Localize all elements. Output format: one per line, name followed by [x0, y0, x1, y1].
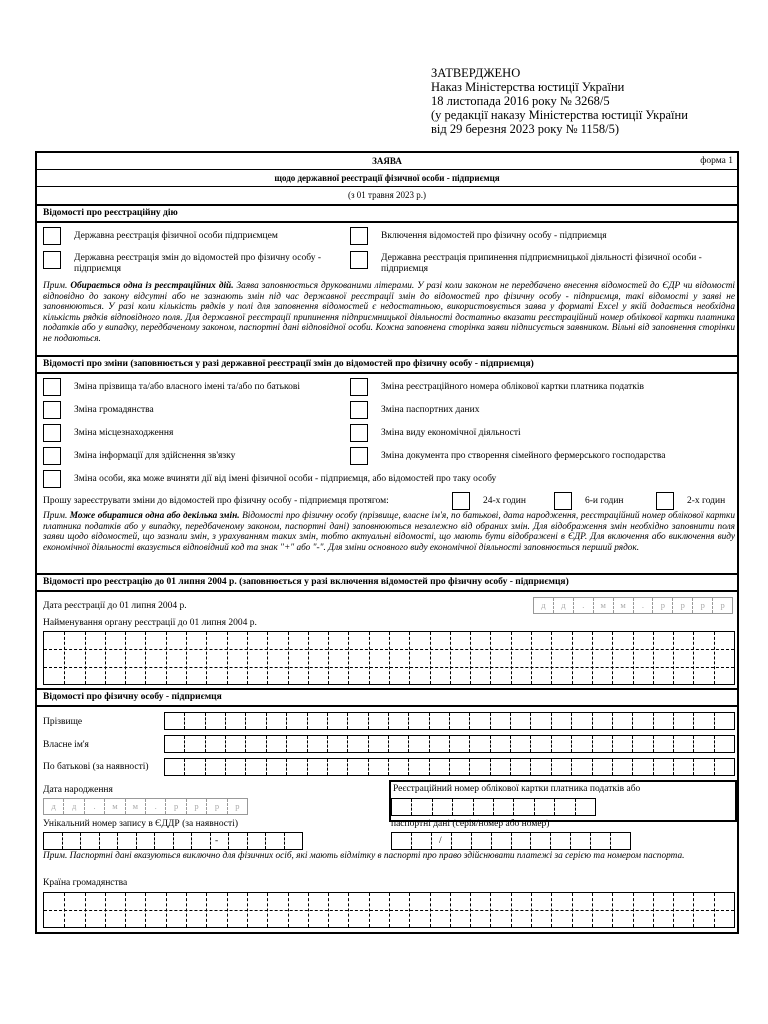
checkbox-change-passport[interactable] [350, 401, 368, 419]
grid-column-line [328, 632, 329, 684]
input-cell[interactable] [633, 759, 653, 775]
input-cell[interactable] [185, 713, 205, 729]
grid-column-line [308, 632, 309, 684]
checkbox-label: Державна реєстрація припинення підприємницької діяльності фізичної особи - підприємця [381, 253, 702, 274]
grid-column-line [531, 632, 532, 684]
approval-stamp [431, 66, 688, 136]
input-cell[interactable] [192, 833, 211, 849]
input-cell[interactable] [654, 759, 674, 775]
date-cell[interactable]: д [554, 598, 574, 613]
input-cell[interactable] [412, 799, 432, 815]
date-cell[interactable]: р [207, 799, 227, 814]
checkbox-label: Державна реєстрація змін до відомостей про фізичну особу - підприємця [74, 253, 322, 274]
input-cell[interactable] [450, 759, 470, 775]
input-cell[interactable] [285, 833, 303, 849]
input-cell[interactable] [694, 736, 714, 752]
input-cell[interactable] [535, 799, 555, 815]
input-cell[interactable] [452, 833, 472, 849]
tax-number-input[interactable] [391, 798, 596, 816]
surname-input[interactable] [164, 712, 735, 730]
input-cell[interactable] [246, 736, 266, 752]
input-cell[interactable] [470, 736, 490, 752]
input-cell[interactable] [348, 759, 368, 775]
checkbox-include-info[interactable] [350, 227, 368, 245]
input-cell[interactable] [494, 799, 514, 815]
input-cell[interactable] [715, 713, 734, 729]
grid-column-line [105, 632, 106, 684]
edddr-label: Унікальний номер запису в ЄДДР (за наявності) [43, 819, 238, 829]
input-cell[interactable] [492, 833, 512, 849]
citizenship-input[interactable] [43, 892, 735, 928]
input-cell[interactable] [654, 713, 674, 729]
grid-column-line [592, 632, 593, 684]
input-cell[interactable] [409, 713, 429, 729]
passport-separator: / [439, 836, 442, 846]
divider [37, 169, 737, 170]
input-cell[interactable] [593, 736, 613, 752]
term-option-label: 2-х годин [687, 496, 726, 506]
checkbox-label: Зміна місцезнаходження [74, 428, 174, 438]
approval-line: Наказ Міністерства юстиції України [431, 80, 625, 94]
input-cell[interactable] [511, 713, 531, 729]
grid-column-line [409, 632, 410, 684]
input-cell[interactable] [369, 759, 389, 775]
checkbox-change-tax-number[interactable] [350, 378, 368, 396]
input-cell[interactable] [118, 833, 137, 849]
approval-line: від 29 березня 2023 року № 1158/5) [431, 122, 620, 136]
checkbox-term-24h[interactable] [452, 492, 470, 510]
date-cell[interactable]: р [673, 598, 693, 613]
input-cell[interactable] [287, 759, 307, 775]
input-cell[interactable] [348, 713, 368, 729]
approval-line: (у редакції наказу Міністерства юстиції України [431, 108, 688, 122]
date-cell[interactable]: м [126, 799, 146, 814]
grid-column-line [551, 632, 552, 684]
checkbox-label: Зміна прізвища та/або власного імені та/або по батькові [74, 382, 301, 392]
input-cell[interactable] [430, 736, 450, 752]
grid-column-line [389, 632, 390, 684]
checkbox-change-representative[interactable] [43, 470, 61, 488]
input-cell[interactable] [287, 736, 307, 752]
input-cell[interactable] [512, 833, 532, 849]
input-cell[interactable] [226, 713, 246, 729]
input-cell[interactable] [552, 736, 572, 752]
checkbox-change-farm-doc[interactable] [350, 447, 368, 465]
form-subtitle: щодо державної реєстрації фізичної особи - підприємця [274, 173, 500, 183]
input-cell[interactable] [308, 736, 328, 752]
birth-date-input[interactable] [43, 798, 248, 815]
grid-column-line [612, 632, 613, 684]
grid-column-line [511, 632, 512, 684]
grid-column-line [247, 632, 248, 684]
grid-column-line [693, 632, 694, 684]
input-cell[interactable] [654, 736, 674, 752]
term-option-label: 24-х годин [483, 496, 526, 506]
input-cell[interactable] [491, 713, 511, 729]
input-cell[interactable] [248, 833, 267, 849]
date-cell[interactable]: м [594, 598, 614, 613]
input-cell[interactable] [491, 759, 511, 775]
patronymic-label: По батькові (за наявності) [43, 762, 149, 772]
input-cell[interactable] [433, 799, 453, 815]
input-cell[interactable] [165, 759, 185, 775]
input-cell[interactable] [348, 736, 368, 752]
checkbox-change-contact[interactable] [43, 447, 61, 465]
birth-date-label: Дата народження [43, 785, 113, 795]
name-input[interactable] [164, 735, 735, 753]
input-cell[interactable] [287, 713, 307, 729]
grid-row-line [44, 910, 734, 911]
edddr-input[interactable] [43, 832, 303, 850]
checkbox-label: Включення відомостей про фізичну особу - підприємця [381, 231, 607, 241]
input-cell[interactable] [470, 713, 490, 729]
input-cell[interactable] [551, 833, 571, 849]
input-cell[interactable] [266, 833, 285, 849]
input-cell[interactable] [389, 736, 409, 752]
grid-row-line [44, 649, 734, 650]
input-cell[interactable] [511, 759, 531, 775]
date-cell[interactable]: д [534, 598, 554, 613]
input-cell[interactable] [206, 736, 226, 752]
changes-note: Прим. Може обиратися одна або декілька змін. Відомості про фізичну особу (прізвище, власне ім'я, по батькові, дата народження, реєстраційний номер облікової картки платника податків або у випадку, передбаченому законом, паспортні дані) заповнюються незалежно від обраних змін. Для відображення змін необхідно заповнити поля заяви щодо відомостей, що зазнали змін, з урахуванням таких змін, тобто актуальні відомості, що мають бути відображені в ЄДР. Для включення або виключення виду економічної діяльності вказується відповідний код та знак "+" або "-". Для зміни основного виду економічної діяльності заповнюється перший рядок. [43, 511, 736, 553]
input-cell[interactable] [389, 759, 409, 775]
input-cell[interactable] [613, 759, 633, 775]
checkbox-change-registration[interactable] [43, 251, 61, 269]
checkbox-individual-registration[interactable] [43, 227, 61, 245]
grid-column-line [673, 632, 674, 684]
date-cell[interactable]: . [146, 799, 166, 814]
grid-column-line [653, 632, 654, 684]
authority-2004-label: Найменування органу реєстрації до 01 липня 2004 р. [43, 618, 257, 628]
date-cell[interactable]: р [653, 598, 673, 613]
date-2004-input[interactable] [533, 597, 733, 614]
input-cell[interactable] [674, 713, 694, 729]
input-cell[interactable] [572, 759, 592, 775]
input-cell[interactable] [226, 736, 246, 752]
input-cell[interactable] [531, 759, 551, 775]
input-cell[interactable] [174, 833, 193, 849]
input-cell[interactable] [593, 759, 613, 775]
term-label: Прошу зареєструвати зміни до відомостей про фізичну особу - підприємця протягом: [43, 496, 389, 506]
input-cell[interactable] [552, 713, 572, 729]
input-cell[interactable] [511, 736, 531, 752]
checkbox-change-name[interactable] [43, 378, 61, 396]
date-cell[interactable]: р [693, 598, 713, 613]
input-cell[interactable] [611, 833, 630, 849]
checkbox-change-location[interactable] [43, 424, 61, 442]
input-cell[interactable] [137, 833, 156, 849]
input-cell[interactable] [308, 759, 328, 775]
citizenship-label: Країна громадянства [43, 878, 128, 888]
input-cell[interactable] [409, 736, 429, 752]
input-cell[interactable] [409, 759, 429, 775]
input-cell[interactable] [185, 736, 205, 752]
input-cell[interactable] [531, 713, 551, 729]
input-cell[interactable] [514, 799, 534, 815]
date-cell[interactable]: д [64, 799, 84, 814]
term-option-label: 6-и годин [585, 496, 624, 506]
input-cell[interactable] [453, 799, 473, 815]
date-cell[interactable]: м [105, 799, 125, 814]
input-cell[interactable] [591, 833, 611, 849]
input-cell[interactable] [572, 736, 592, 752]
grid-column-line [348, 632, 349, 684]
input-cell[interactable] [674, 759, 694, 775]
input-cell[interactable] [470, 759, 490, 775]
input-cell[interactable] [531, 833, 551, 849]
input-cell[interactable] [81, 833, 100, 849]
passport-input[interactable] [391, 832, 631, 850]
input-cell[interactable] [450, 736, 470, 752]
input-cell[interactable] [369, 713, 389, 729]
form-title: ЗАЯВА [372, 156, 402, 166]
grid-row-line [44, 667, 734, 668]
input-cell[interactable] [531, 736, 551, 752]
input-cell[interactable] [267, 736, 287, 752]
input-cell[interactable] [328, 759, 348, 775]
application-form [35, 151, 739, 934]
input-cell[interactable] [430, 759, 450, 775]
edddr-separator: - [215, 836, 219, 846]
date-cell[interactable]: м [614, 598, 634, 613]
input-cell[interactable] [165, 736, 185, 752]
input-cell[interactable] [165, 713, 185, 729]
input-cell[interactable] [593, 713, 613, 729]
action-note: Прим. Обирається одна із реєстраційних дій. Заява заповнюється друкованими літерами. У разі коли законом не передбачено внесення відомостей до ЄДР чи відомості відповідно до закону відсутні або не зазнають змін під час державної реєстрації змін до відомостей про фізичну особу - підприємця, такі відомості у заяві не заповнюються. У разі коли кількість рядків у полі для заповнення відомостей є недостатньою, використовується заява у форматі Excel у якій додається необхідна кількість рядків відповідного поля. Для державної реєстрації припинення підприємницької діяльності достатньо вказати реєстраційний номер облікової картки платника податків або у випадку, передбаченому законом, паспортні дані відповідної особи. Кожна заповнена сторінка заяви підписується заявником. Вільні від заповнення сторінки не подаються. [43, 281, 736, 344]
grid-column-line [186, 632, 187, 684]
approval-title: ЗАТВЕРДЖЕНО [431, 66, 521, 80]
section-title-changes: Відомості про зміни (заповнюється у разі державної реєстрації змін до відомостей про фізичну особу - підприємця) [37, 355, 737, 374]
checkbox-change-activity[interactable] [350, 424, 368, 442]
input-cell[interactable] [328, 713, 348, 729]
input-cell[interactable] [392, 833, 412, 849]
input-cell[interactable] [576, 799, 595, 815]
input-cell[interactable] [328, 736, 348, 752]
checkbox-label: Зміна документа про створення сімейного фермерського господарства [381, 451, 666, 461]
grid-column-line [206, 632, 207, 684]
checkbox-label: Зміна виду економічної діяльності [381, 428, 521, 438]
grid-column-line [288, 632, 289, 684]
grid-column-line [369, 632, 370, 684]
grid-column-line [470, 632, 471, 684]
input-cell[interactable] [552, 759, 572, 775]
date-cell[interactable]: . [634, 598, 654, 613]
checkbox-label: Зміна інформації для здійснення зв'язку [74, 451, 236, 461]
patronymic-input[interactable] [164, 758, 735, 776]
name-label: Власне ім'я [43, 740, 89, 750]
input-cell[interactable] [267, 713, 287, 729]
checkbox-label: Зміна реєстраційного номера облікової картки платника податків [381, 382, 644, 392]
divider [37, 186, 737, 187]
checkbox-label: Державна реєстрація фізичної особи підприємцем [74, 231, 278, 241]
form-date-note: (з 01 травня 2023 р.) [347, 190, 427, 200]
checkbox-term-2h[interactable] [656, 492, 674, 510]
input-cell[interactable] [674, 736, 694, 752]
input-cell[interactable] [633, 736, 653, 752]
input-cell[interactable] [226, 759, 246, 775]
date-cell[interactable]: р [166, 799, 186, 814]
authority-2004-input[interactable] [43, 631, 735, 685]
input-cell[interactable] [229, 833, 248, 849]
grid-column-line [572, 632, 573, 684]
grid-column-line [85, 632, 86, 684]
grid-column-line [450, 632, 451, 684]
checkbox-change-citizenship[interactable] [43, 401, 61, 419]
input-cell[interactable] [44, 833, 63, 849]
checkbox-term-6h[interactable] [554, 492, 572, 510]
input-cell[interactable] [206, 759, 226, 775]
grid-column-line [166, 632, 167, 684]
input-cell[interactable] [246, 713, 266, 729]
checkbox-label: Зміна паспортних даних [381, 405, 480, 415]
grid-column-line [490, 632, 491, 684]
date-cell[interactable]: р [720, 600, 725, 610]
input-cell[interactable] [572, 713, 592, 729]
grid-column-line [633, 632, 634, 684]
grid-column-line [227, 632, 228, 684]
form-number: форма 1 [700, 156, 733, 166]
date-2004-label: Дата реєстрації до 01 липня 2004 р. [43, 601, 187, 611]
section-title-person: Відомості про фізичну особу - підприємця [37, 688, 737, 707]
grid-column-line [714, 632, 715, 684]
input-cell[interactable] [694, 759, 714, 775]
input-cell[interactable] [246, 759, 266, 775]
input-cell[interactable] [206, 713, 226, 729]
grid-column-line [430, 632, 431, 684]
input-cell[interactable] [308, 713, 328, 729]
input-cell[interactable] [472, 833, 492, 849]
date-cell[interactable]: . [574, 598, 594, 613]
input-cell[interactable] [555, 799, 575, 815]
surname-label: Прізвище [43, 717, 83, 727]
grid-column-line [145, 632, 146, 684]
passport-label: паспортні дані (серія/номер або номер) [391, 819, 550, 829]
grid-column-line [125, 632, 126, 684]
passport-note: Прим. Паспортні дані вказуються виключно для фізичних осіб, які мають відмітку в паспорті про право здійснювати платежі за серією та номером паспорта. [43, 851, 685, 861]
input-cell[interactable] [430, 713, 450, 729]
input-cell[interactable] [155, 833, 174, 849]
checkbox-label: Зміна громадянства [74, 405, 154, 415]
input-cell[interactable] [63, 833, 82, 849]
input-cell[interactable] [474, 799, 494, 815]
date-cell[interactable]: д [44, 799, 64, 814]
input-cell[interactable] [633, 713, 653, 729]
checkbox-label: Зміна особи, яка може вчиняти дії від імені фізичної особи - підприємця, або відомостей про таку особу [74, 474, 497, 484]
input-cell[interactable] [450, 713, 470, 729]
input-cell[interactable] [694, 713, 714, 729]
section-title-2004: Відомості про реєстрацію до 01 липня 2004 р. (заповнюється у разі включення відомостей про фізичну особу - підприємця) [37, 573, 737, 592]
input-cell[interactable] [491, 736, 511, 752]
input-cell[interactable] [100, 833, 119, 849]
date-cell[interactable]: р [187, 799, 207, 814]
input-cell[interactable] [613, 736, 633, 752]
input-cell[interactable] [389, 713, 409, 729]
date-cell[interactable]: р [235, 801, 240, 811]
grid-column-line [267, 632, 268, 684]
input-cell[interactable] [613, 713, 633, 729]
input-cell[interactable] [392, 799, 412, 815]
approval-line: 18 листопада 2016 року № 3268/5 [431, 94, 610, 108]
input-cell[interactable] [715, 736, 734, 752]
input-cell[interactable] [412, 833, 432, 849]
tax-number-label: Реєстраційний номер облікової картки платника податків або [393, 784, 641, 794]
input-cell[interactable] [267, 759, 287, 775]
section-title-action: Відомості про реєстраційну дію [37, 204, 737, 223]
input-cell[interactable] [715, 759, 734, 775]
input-cell[interactable] [211, 833, 230, 849]
input-cell[interactable] [571, 833, 591, 849]
checkbox-termination[interactable] [350, 251, 368, 269]
grid-column-line [64, 632, 65, 684]
date-cell[interactable]: . [85, 799, 105, 814]
input-cell[interactable] [185, 759, 205, 775]
input-cell[interactable] [369, 736, 389, 752]
